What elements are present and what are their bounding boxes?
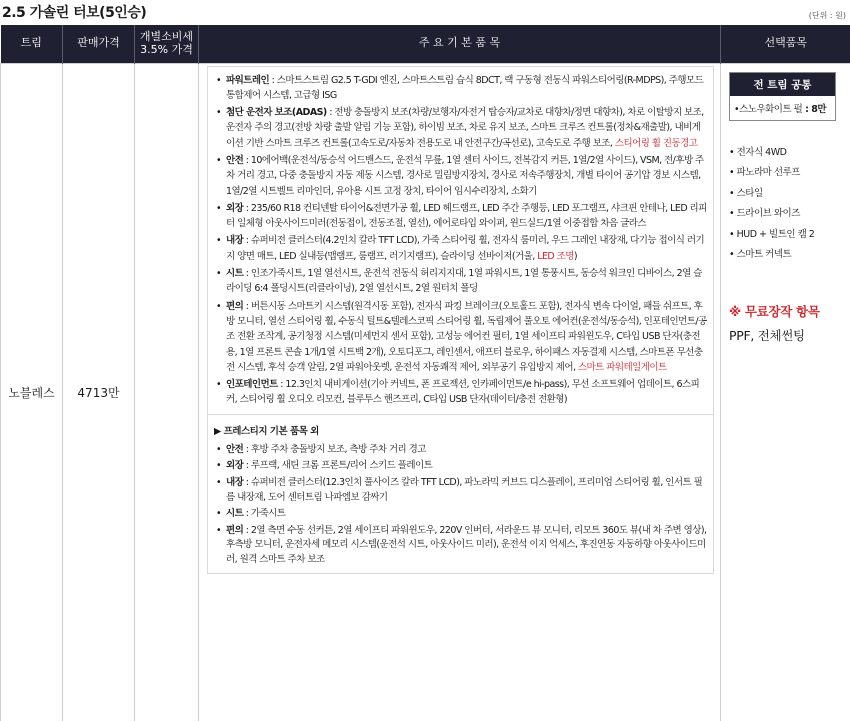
item-category: 편의: [226, 300, 244, 312]
common-box: [729, 72, 836, 121]
item-highlight: LED 조명: [537, 250, 574, 262]
bullet-icon: •: [216, 379, 222, 391]
list-item: [214, 443, 707, 458]
item-category: 편의: [226, 524, 244, 536]
main-cell: [199, 63, 721, 721]
list-item: [214, 105, 707, 151]
bullet-icon: •: [216, 154, 222, 166]
page-title: 2.5 가솔린 터보(5인승): [2, 5, 147, 21]
item-text: : 12.3인치 내비게이션(기아 커넥트, 폰 프로젝션, 인카페이먼트/e hi-pass), 무선 소프트웨어 업데이트, 6스피커, 스티어링 휠 오디오 리모컨, 블루투스 핸즈프리, C타입 USB 단자(데이터/충전 전환형): [226, 379, 700, 406]
list-item: [214, 459, 707, 474]
header-tax-line1: 개별소비세: [139, 30, 194, 44]
header-tax: [135, 25, 199, 63]
prestige-header: ▶ 프레스티지 기본 품목 외: [214, 425, 319, 437]
header-price: 판매가격: [63, 25, 135, 63]
option-item: • 스타일: [729, 187, 763, 199]
list-item: [214, 524, 707, 568]
item-tail: ): [573, 250, 578, 262]
item-text: : 후방 주차 충돌방지 보조, 측방 주차 거리 경고: [243, 443, 426, 455]
trim-cell: 노블레스: [1, 63, 63, 721]
item-category: 외장: [226, 460, 244, 472]
item-text: : 전방 충돌방지 보조(차량/보행자/자전거 탑승자/교차로 대향차/정면 대향차), 차로 이탈방지 보조, 운전자 주의 경고(전방 차량 출발 알림 기능 포함), 하이빔 보조, 차로 유지 보조, 스마트 크루즈 컨트롤(정차&재출발), 내비게이션 기반 스마트 크루즈 컨트롤(고속도로/자동차 전용도로 내 안전구간/곡선로), 고속도로 주행 보조,: [226, 107, 704, 149]
item-highlight: 스마트 파워테일게이트: [577, 361, 667, 373]
options-cell: [721, 63, 850, 721]
common-item-name: •스노우화이트 펄: [734, 103, 803, 115]
option-list: [729, 143, 846, 266]
list-item: [214, 476, 707, 505]
list-item: [214, 201, 707, 232]
item-category: 내장: [226, 235, 244, 247]
prestige-section: [208, 414, 713, 574]
item-text: : 스마트스트림 G2.5 T-GDI 엔진, 스마트스트림 습식 8DCT, 랙 구동형 전동식 파워스티어링(R-MDPS), 주행모드 통합제어 시스템, 고급형 ISG: [226, 74, 704, 101]
common-header: 전 트림 공통: [730, 73, 835, 96]
item-category: 안전: [226, 443, 244, 455]
item-category: 인포테인먼트: [226, 379, 278, 391]
list-item: [214, 507, 707, 522]
bullet-icon: •: [216, 524, 222, 536]
item-text: : 가죽시트: [243, 508, 286, 520]
item-category: 시트: [226, 508, 244, 520]
option-item: • HUD + 빌트인 캠 2: [729, 228, 815, 240]
bullet-icon: •: [216, 443, 222, 455]
item-category: 시트: [226, 268, 244, 280]
option-item: • 파노라마 선루프: [729, 167, 800, 178]
tax-cell: [135, 63, 199, 721]
header-tax-line2: 3.5% 가격: [140, 42, 193, 56]
bullet-icon: •: [216, 268, 222, 280]
list-item: [214, 377, 707, 408]
unit-label: (단위 : 원): [808, 11, 846, 20]
price-cell: 4713만: [63, 63, 135, 721]
header-options: 선택품목: [721, 25, 850, 63]
list-item: [214, 266, 707, 297]
header-main: 주 요 기 본 품 목: [199, 25, 721, 63]
item-text: : 인조가죽시트, 1열 열선시트, 운전석 전동식 허리지지대, 1열 파워시트, 1열 통풍시트, 동승석 워크인 디바이스, 2열 슬라이딩 6:4 폴딩시트(리클라이닝), 2열 열선시트, 2열 원터치 폴딩: [226, 268, 702, 295]
bullet-icon: •: [216, 300, 222, 312]
common-item-price: : 8만: [802, 103, 827, 115]
header-trim: 트림: [1, 25, 63, 63]
item-category: 파워트레인: [226, 74, 270, 86]
common-item: [730, 96, 835, 120]
item-text: : 10에어백(운전석/동승석 어드밴스드, 운전석 무릎, 1열 센터 사이드, 전복감지 커튼, 1열/2열 사이드), VSM, 전/후방 주차 거리 경고, 다중 충돌방지 자동 제동 시스템, 경사로 밀림방지장치, 경사로 저속주행장치, 개별 타이어 공기압 경보 시스템, 1열/2열 시트벨트 리마인더, 유아용 시트 고정 장치, 타이어 임시수리장치, 소화기: [226, 154, 704, 197]
item-category: 내장: [226, 476, 244, 488]
option-item: • 스마트 커넥트: [729, 249, 792, 260]
item-text: : 2열 측면 수동 선커튼, 2열 세이프티 파워윈도우, 220V 인버터, 서라운드 뷰 모니터, 리모트 360도 뷰(내 차 주변 영상), 후측방 모니터, 운전자세 메모리 시스템(운전석 시트, 아웃사이드 미러), 운전석 이지 억세스, 후진연동 자동하향 아웃사이드미러, 원격 스마트 주차 보조: [226, 524, 707, 565]
item-text: : 235/60 R18 컨티넨탈 타이어&전면가공 휠, LED 헤드램프, LED 주간 주행등, LED 포그램프, 샤크핀 안테나, LED 리피터 일체형 아웃사이드미러(전동접이, 전동조절, 열선), 에어로타입 와이퍼, 윈드실드/1열 이중접합 차음 글라스: [226, 202, 707, 230]
main-box: [207, 66, 714, 575]
list-item: [214, 153, 707, 199]
prestige-items: [214, 443, 707, 568]
option-item: • 전자식 4WD: [729, 146, 787, 158]
free-install-title: ※ 무료장작 항목: [729, 303, 820, 319]
option-item: • 드라이브 와이즈: [729, 208, 800, 219]
item-highlight: 스티어링 휠 진동경고: [614, 137, 698, 149]
table-header-row: [1, 25, 850, 63]
item-text: : 슈퍼비전 클러스터(12.3인치 풀사이즈 칼라 TFT LCD), 파노라믹 커브드 디스플레이, 프리미엄 스티어링 휠, 인서트 필름 내장재, 도어 센터트림 나파엠보 감싸기: [226, 476, 703, 503]
item-text: : 루프랙, 새틴 크롬 프론트/리어 스키드 플레이트: [243, 460, 433, 472]
item-category: 첨단 운전자 보조(ADAS): [226, 107, 327, 119]
bullet-icon: •: [216, 460, 222, 472]
free-install-text: PPF, 전체썬팅: [729, 327, 805, 343]
bullet-icon: •: [216, 476, 222, 488]
item-text: : 버튼시동 스마트키 시스템(원격시동 포함), 전자식 파킹 브레이크(오토홀드 포함), 전자식 변속 다이얼, 패들 쉬프트, 후방 모니터, 열선 스티어링 휠, 수동식 틸트&텔레스코픽 스티어링 휠, 독립제어 풀오토 에어컨(운전석/동승석), 인포테인먼트/공조 전환 조작계, 공기청정 시스템(미세먼지 센서 포함), 고성능 에어컨 필터, 1열 세이프티 파워윈도우, C타입 USB 단자(충전용, 1열 프론트 콘솔 1개/1열 시트백 2개), 오토디포그, 레인센서, 애프터 블로우, 하이패스 자동결제 시스템, 스마트폰 무선충전 시스템, 후석 승객 알림, 2열 파워아웃렛, 운전석 자동쾌적 제어, 외부공기 유입방지 제어,: [226, 300, 707, 373]
price-table: [0, 25, 850, 721]
item-category: 안전: [226, 154, 244, 166]
list-item: [214, 233, 707, 264]
basic-items: [208, 67, 713, 414]
item-category: 외장: [226, 202, 244, 214]
bullet-icon: •: [216, 202, 222, 214]
list-item: [214, 73, 707, 104]
item-text: : 슈퍼비전 클러스터(4.2인치 칼라 TFT LCD), 가죽 스티어링 휠, 전자식 룸미러, 우드 그레인 내장재, 다기능 접이식 러기지 양면 매트, LED 실내등(맵램프, 룸램프, 러기지램프), 슬라이딩 선바이저(거울,: [226, 235, 705, 262]
table-row: [1, 63, 850, 721]
bullet-icon: •: [216, 107, 222, 119]
bullet-icon: •: [216, 235, 222, 247]
bullet-icon: •: [216, 508, 222, 520]
bullet-icon: •: [216, 74, 222, 86]
list-item: [214, 299, 707, 375]
options-panel: [721, 64, 850, 344]
